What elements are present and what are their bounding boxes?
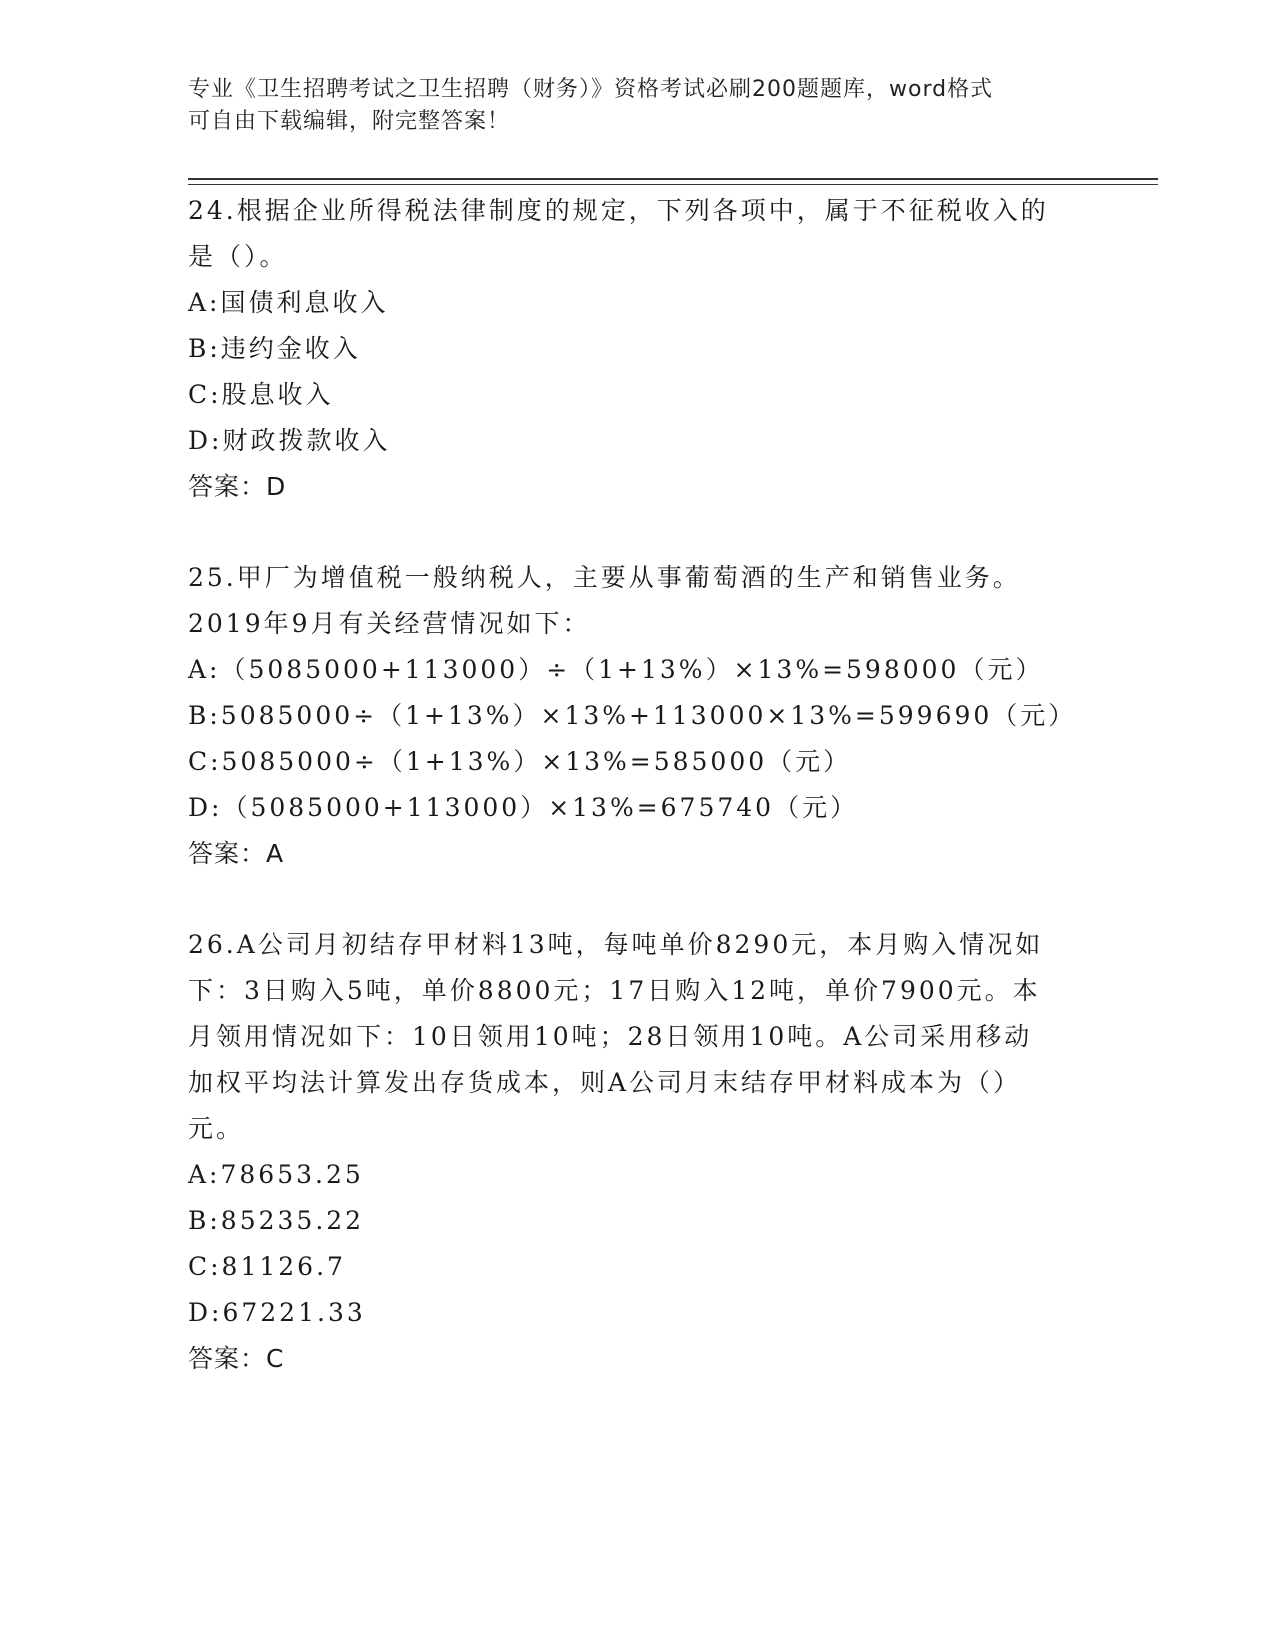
question-stem-line: 25.甲厂为增值税一般纳税人，主要从事葡萄酒的生产和销售业务。 (188, 563, 1021, 592)
answer-line: 答案：C (188, 1344, 285, 1373)
option-d: D:财政拨款收入 (188, 426, 391, 455)
answer-line: 答案：A (188, 839, 285, 868)
question-stem-line: 24.根据企业所得税法律制度的规定，下列各项中，属于不征税收入的 (188, 196, 1049, 225)
question-stem-line: 加权平均法计算发出存货成本，则A公司月末结存甲材料成本为（） (188, 1068, 1022, 1097)
header-line-1: 专业《卫生招聘考试之卫生招聘（财务）》资格考试必刷200题题库，word格式 (188, 77, 994, 102)
option-a: A:（5085000+113000）÷（1+13%）×13%=598000（元） (188, 655, 1044, 684)
question-stem-line: 月领用情况如下：10日领用10吨；28日领用10吨。A公司采用移动 (188, 1022, 1033, 1051)
option-b: B:85235.22 (188, 1206, 365, 1235)
question-24 (188, 188, 1088, 510)
option-c: C:5085000÷（1+13%）×13%=585000（元） (188, 747, 852, 776)
option-c: C:81126.7 (188, 1252, 346, 1281)
header-divider-thick (188, 178, 1158, 180)
option-a: A:78653.25 (188, 1160, 364, 1189)
header-divider-thin (188, 184, 1158, 185)
question-26 (188, 922, 1088, 1382)
question-stem-line: 下：3日购入5吨，单价8800元；17日购入12吨，单价7900元。本 (188, 976, 1041, 1005)
question-stem-line: 26.A公司月初结存甲材料13吨，每吨单价8290元，本月购入情况如 (188, 930, 1044, 959)
option-a: A:国债利息收入 (188, 288, 389, 317)
option-b: B:违约金收入 (188, 334, 361, 363)
question-stem-line: 2019年9月有关经营情况如下： (188, 609, 591, 638)
option-d: D:（5085000+113000）×13%=675740（元） (188, 793, 859, 822)
header-line-2: 可自由下载编辑，附完整答案！ (188, 109, 511, 134)
answer-line: 答案：D (188, 472, 287, 501)
question-stem-line: 是（）。 (188, 242, 288, 271)
option-b: B:5085000÷（1+13%）×13%+113000×13%=599690（元） (188, 701, 1077, 730)
document-header (188, 74, 1068, 138)
option-c: C:股息收入 (188, 380, 334, 409)
question-25 (188, 555, 1088, 877)
option-d: D:67221.33 (188, 1298, 366, 1327)
question-stem-line: 元。 (188, 1114, 245, 1143)
